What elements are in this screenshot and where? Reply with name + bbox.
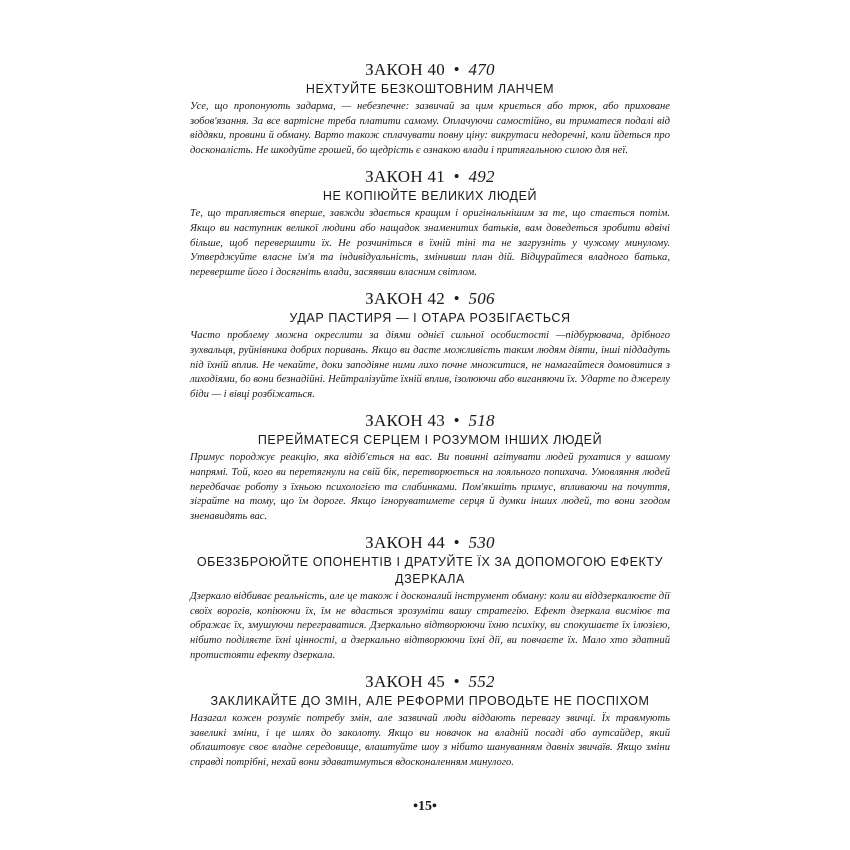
law-title: ОБЕЗЗБРОЮЙТЕ ОПОНЕНТІВ І ДРАТУЙТЕ ЇХ ЗА ДОПОМОГОЮ ЕФЕКТУ ДЗЕРКАЛА — [196, 555, 664, 587]
law-description: Назагал кожен розуміє потребу змін, але зазвичай люди віддають перевагу звичці. Їх травмують завеликі зміни, і це шлях до заколоту. Якщо ви новачок на владній посаді або аутсайдер, який облаштовує своє владне середовище, влаштуйте шоу з нібито шануванням давніх звичаїв. Якщо зміни справді потрібні, нехай вони здаватимуться вдосконаленням минулого. — [190, 713, 670, 769]
law-title: ЗАКЛИКАЙТЕ ДО ЗМІН, АЛЕ РЕФОРМИ ПРОВОДЬТЕ НЕ ПОСПІХОМ — [210, 694, 650, 709]
law-label: ЗАКОН 45 — [365, 672, 446, 692]
law-page-number[interactable]: 552 — [468, 672, 495, 692]
law-entry-42 — [190, 289, 670, 402]
bullet-separator: • — [453, 411, 460, 431]
law-title: ПЕРЕЙМАТЕСЯ СЕРЦЕМ І РОЗУМОМ ІНШИХ ЛЮДЕЙ — [257, 433, 603, 448]
bullet-separator: • — [453, 60, 460, 79]
law-heading — [190, 167, 670, 187]
law-description: Дзеркало відбиває реальність, але це також і досконалий інструмент обману: коли ви віддзеркалюєте дії своїх ворогів, копіюючи їх, їм не вдасться зрозуміти вашу стратегію. Ефект дзеркала висміює та ображає їх, змушуючи переграватися. Дзеркально відтворюючи їхню психіку, ви спокушаєте їх ілюзією, нібито поділяєте їхні цінності, а дзеркально відтворюючи їхні дії, ви повчаєте їх. Мало хто здатний протистояти ефекту дзеркала. — [190, 591, 670, 661]
law-description: Часто проблему можна окреслити за діями однієї сильної особистості —підбурювача, дрібного зухвальця, руйнівника добрих поривань. Якщо ви дасте можливість таким людям діяти, інші піддадуть під їхній вплив. Не чекайте, доки заподіяне ними лихо почне множитися, не намагайтеся домовитися з лиходіями, бо вони безнадійні. Нейтралізуйте їхній вплив, ізолюючи або виганяючи їх. Ударте по джерелу біди — і вівці розбіжаться. — [190, 330, 670, 400]
law-entry-44 — [190, 533, 670, 663]
law-heading — [190, 411, 670, 431]
law-heading — [190, 289, 670, 309]
table-of-contents-page — [190, 60, 670, 780]
law-description: Те, що трапляється вперше, завжди здається кращим і оригінальнішим за те, що стається потім. Якщо ви наступник великої людини або нащадок знаменитих батьків, вам доведеться зробити вдвічі більше, щоб перевершити їх. Не розчиніться в їхній тіні та не загрузніть у чужому минулому. Утверджуйте власне ім'я та індивідуальність, змінивши план дій. Відцурайтеся владного батька, переверште його і досягніть влади, засяявши власним світлом. — [190, 208, 670, 278]
law-description: Усе, що пропонують задарма, — небезпечне: зазвичай за цим криється або трюк, або приховане зобов'язання. За все вартісне треба платити самому. Оплачуючи самостійно, ви триматеся подалі від віддяки, провини й обману. Варто також сплачувати повну ціну: викрутаси недоречні, коли йдеться про досконалість. Не шкодуйте грошей, бо щедрість є ознакою влади і притягальною силою для неї. — [190, 101, 670, 156]
bullet-separator: • — [453, 167, 460, 187]
bullet-separator: • — [453, 533, 460, 553]
law-title: УДАР ПАСТИРЯ — І ОТАРА РОЗБІГАЄТЬСЯ — [289, 311, 571, 326]
law-title: НЕХТУЙТЕ БЕЗКОШТОВНИМ ЛАНЧЕМ — [305, 82, 555, 96]
law-entry-43 — [190, 411, 670, 524]
law-entry-45 — [190, 672, 670, 770]
law-entry-40 — [190, 60, 670, 158]
law-label: ЗАКОН 42 — [365, 289, 446, 309]
bullet-separator: • — [453, 289, 460, 309]
law-page-number[interactable]: 506 — [468, 289, 495, 309]
law-page-number[interactable]: 530 — [468, 533, 495, 553]
page-folio: •15• — [413, 799, 437, 814]
law-page-number[interactable]: 492 — [468, 167, 495, 187]
law-page-number[interactable]: 470 — [468, 60, 495, 79]
law-description: Примус породжує реакцію, яка відіб'ється на вас. Ви повинні агітувати людей рухатися у вашому напрямі. Той, кого ви перетягнули на свій бік, перетворюється на лояльного попихача. Умовляння людей передбачає роботу з їхньою психологією та слабинками. Пом'якшіть примус, впливаючи на почуття, зіграйте на тому, що їм дороге. Якщо ігноруватимете серця й думки інших людей, то вони згодом зненавидять вас. — [190, 452, 670, 522]
law-label: ЗАКОН 40 — [365, 60, 446, 79]
law-label: ЗАКОН 44 — [365, 533, 446, 553]
law-entry-41 — [190, 167, 670, 280]
law-heading — [190, 533, 670, 553]
law-heading — [190, 60, 670, 80]
bullet-separator: • — [453, 672, 460, 692]
law-label: ЗАКОН 43 — [365, 411, 446, 431]
law-label: ЗАКОН 41 — [365, 167, 446, 187]
law-page-number[interactable]: 518 — [468, 411, 495, 431]
law-title: НЕ КОПІЮЙТЕ ВЕЛИКИХ ЛЮДЕЙ — [322, 189, 538, 204]
law-heading — [190, 672, 670, 692]
